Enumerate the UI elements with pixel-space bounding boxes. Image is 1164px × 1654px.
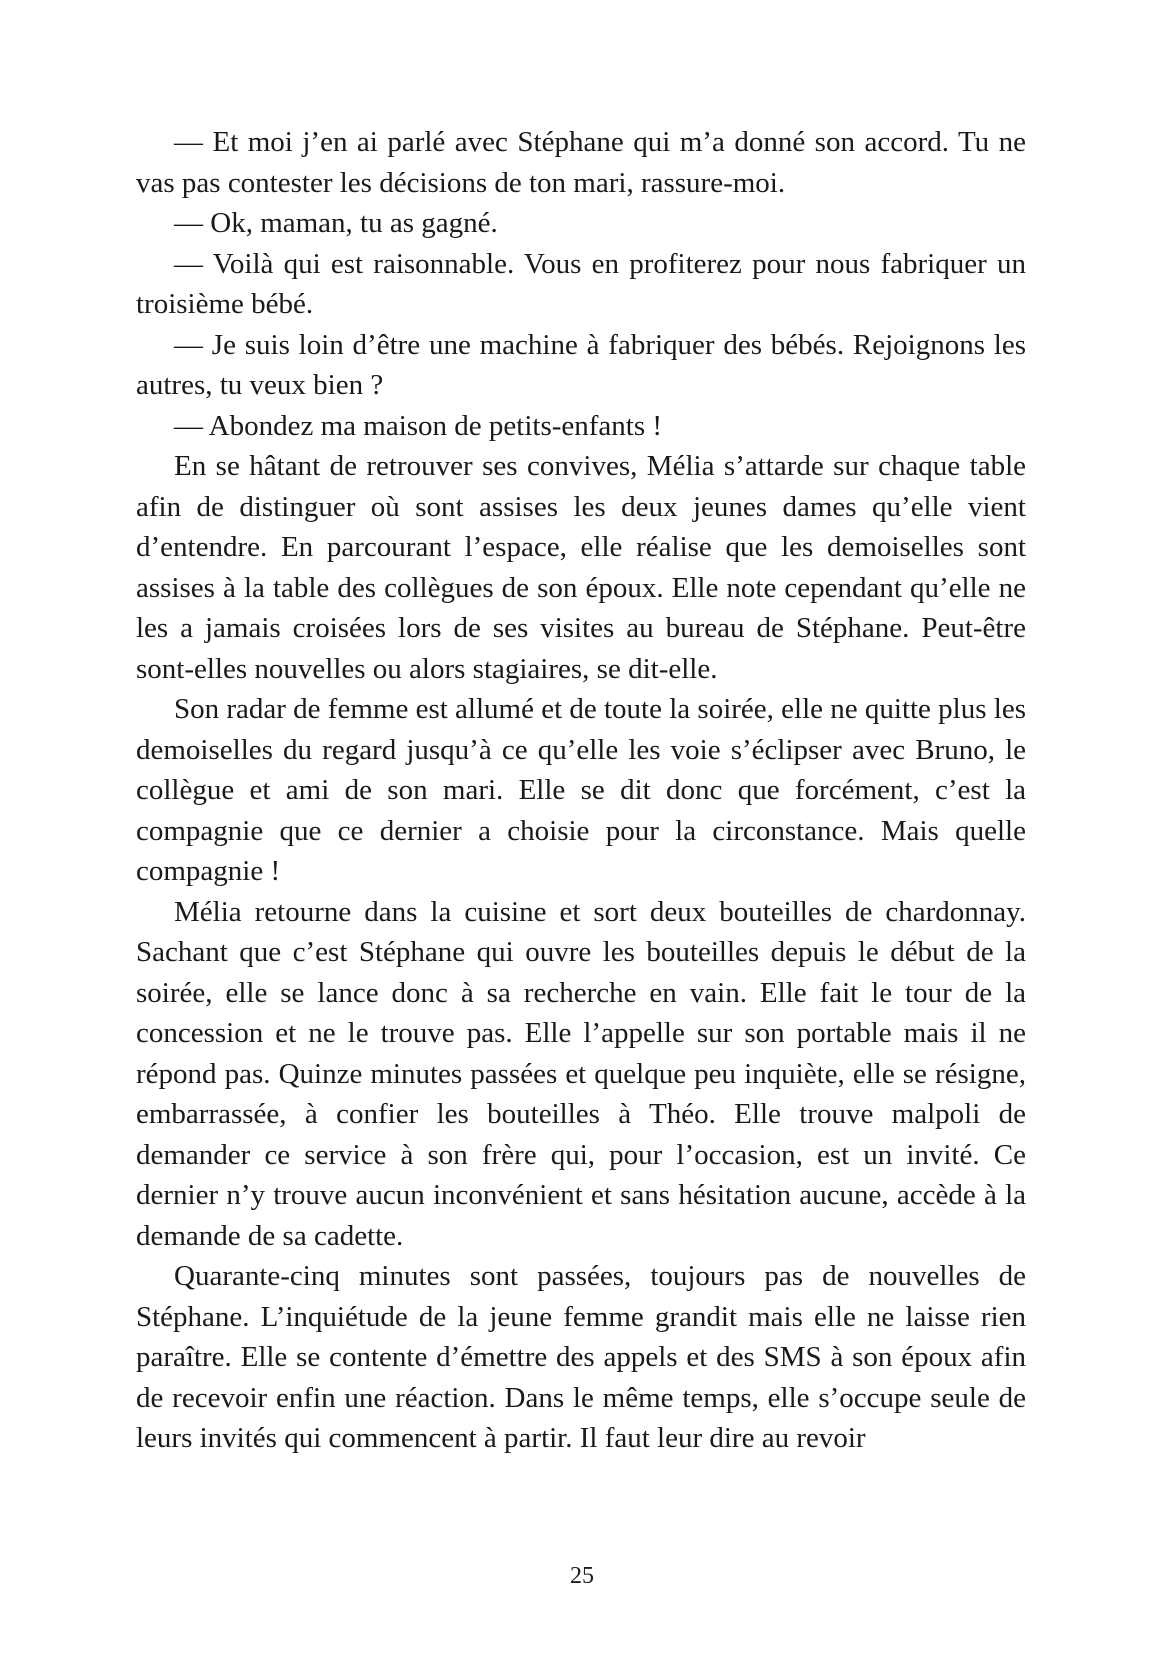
paragraph-9: Quarante-cinq minutes sont passées, toujours pas de nouvelles de Stéphane. L’inquiétude de la jeune femme grandit mais elle ne laisse rien paraître. Elle se contente d’émettre des appels et des SMS à son époux afin de recevoir enfin une réaction. Dans le même temps, elle s’occupe seule de leurs invités qui commencent à partir. Il faut leur dire au revoir xyxy=(136,1260,1026,1454)
paragraph-4: — Je suis loin d’être une machine à fabriquer des bébés. Rejoignons les autres, tu veux bien ? xyxy=(136,328,1026,401)
paragraph-8: Mélia retourne dans la cuisine et sort deux bouteilles de chardonnay. Sachant que c’est Stéphane qui ouvre les bouteilles depuis le début de la soirée, elle se lance donc à sa recherche en vain. Elle fait le tour de la concession et ne le trouve pas. Elle l’appelle sur son portable mais il ne répond pas. Quinze minutes passées et quelque peu inquiète, elle se résigne, embarrassée, à confier les bouteilles à Théo. Elle trouve malpoli de demander ce service à son frère qui, pour l’occasion, est un invité. Ce dernier n’y trouve aucun inconvénient et sans hésitation aucune, accède à la demande de sa cadette. xyxy=(136,895,1026,1252)
paragraph-5: — Abondez ma maison de petits-enfants ! xyxy=(174,409,663,442)
page-number: 25 xyxy=(570,1563,594,1589)
paragraph-3: — Voilà qui est raisonnable. Vous en profiterez pour nous fabriquer un troisième bébé. xyxy=(136,247,1026,320)
paragraph-7: Son radar de femme est allumé et de toute la soirée, elle ne quitte plus les demoiselles du regard jusqu’à ce qu’elle les voie s’éclipser avec Bruno, le collègue et ami de son mari. Elle se dit donc que forcément, c’est la compagnie que ce dernier a choisie pour la circonstance. Mais quelle compagnie ! xyxy=(136,693,1026,887)
body-text xyxy=(136,122,1026,1459)
paragraph-6: En se hâtant de retrouver ses convives, Mélia s’attarde sur chaque table afin de distinguer où sont assises les deux jeunes dames qu’elle vient d’entendre. En parcourant l’espace, elle réalise que les demoiselles sont assises à la table des collègues de son époux. Elle note cependant qu’elle ne les a jamais croisées lors de ses visites au bureau de Stéphane. Peut-être sont-elles nouvelles ou alors stagiaires, se dit-elle. xyxy=(136,450,1026,685)
paragraph-1: — Et moi j’en ai parlé avec Stéphane qui m’a donné son accord. Tu ne vas pas contester les décisions de ton mari, rassure-moi. xyxy=(136,126,1026,199)
paragraph-2: — Ok, maman, tu as gagné. xyxy=(174,207,498,239)
